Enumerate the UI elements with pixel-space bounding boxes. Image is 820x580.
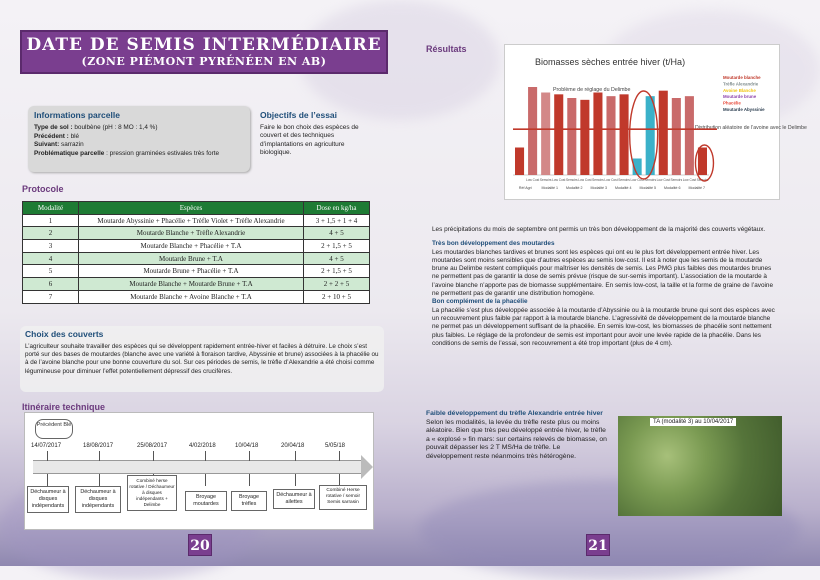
table-cell: Moutarde Blanche + Moutarde Brune + T.A bbox=[79, 278, 304, 291]
table-cell: Moutarde Brune + Phacélie + T.A bbox=[79, 265, 304, 278]
timeline-arrow bbox=[33, 460, 363, 474]
chart-bar bbox=[515, 148, 524, 176]
table-header: Espèces bbox=[79, 202, 304, 215]
objectifs-text: Faire le bon choix des espèces de couvert et des techniques d’implantations en agriculture biologique. bbox=[260, 124, 359, 157]
chart-group-label: Réf Agri bbox=[518, 186, 532, 190]
table-row bbox=[23, 240, 370, 253]
chart-annotation: Problème de réglage du Delimbe bbox=[553, 87, 631, 93]
table-cell: Moutarde Blanche + Phacélie + T.A bbox=[79, 240, 304, 253]
page-number: 21 bbox=[586, 534, 610, 556]
timeline-tick bbox=[153, 451, 154, 461]
resultats-heading: Résultats bbox=[426, 44, 467, 54]
table-cell: 6 bbox=[23, 278, 79, 291]
table-cell: 2 + 1,5 + 5 bbox=[304, 240, 370, 253]
chart-bar bbox=[580, 100, 589, 175]
chart-legend-entry: Avoine Blanche bbox=[723, 87, 756, 93]
timeline-tick bbox=[249, 451, 250, 461]
paragraph: Selon les modalités, la levée du trèfle reste plus ou moins aléatoire. Bien que très peu développé entrée hiver, le trèfle a « explosé » fin mars: sur certains relevés de biomasse, on pouvait dépasser les 2 T MS/Ha de trèfle. Le développement reste néanmoins très hétérogène. bbox=[426, 418, 607, 460]
choix-couverts-panel bbox=[20, 326, 384, 392]
chart-bar bbox=[698, 148, 707, 176]
info-type-sol: Type de sol : boulbène (pH : 8 MO : 1,4 %) bbox=[34, 124, 158, 131]
section-heading: Très bon développement des moutardes bbox=[432, 240, 555, 248]
chart-sublabel: Low Cost bbox=[525, 178, 540, 182]
page-number: 20 bbox=[188, 534, 212, 556]
chart-sublabel: Semoirs bbox=[670, 178, 683, 182]
step-box: Déchaumeur à ailettes bbox=[273, 489, 315, 509]
table-cell: 7 bbox=[23, 290, 79, 303]
title-line1: DATE DE SEMIS INTERMÉDIAIRE bbox=[26, 35, 382, 55]
biomasse-chart bbox=[504, 44, 807, 200]
chart-bar bbox=[567, 98, 576, 175]
paragraph: La phacélie s’est plus développée associée à la moutarde d’Abyssinie ou à la moutarde brune qui sont des espèces avec un recouvrement plus faible par rapport à la moutarde blanche. L’agressivité de développement de la moutarde blanche ne permet pas un développement suffisant de la phacélie. En semis low-cost, les biomasses de phacélie sont nettement plus faibles. Le réglage de la profondeur de semis est important pour avoir une levée rapide de la phacélie. Dans les conditions de semis de l’essai, son recouvrement a été trop important (plus de 4 cm). bbox=[432, 306, 775, 347]
chart-sublabel: Semoirs bbox=[618, 178, 630, 182]
step-box: Déchaumeur à disques indépendants bbox=[75, 486, 121, 513]
table-cell: Moutarde Blanche + Trèfle Alexandrie bbox=[79, 227, 304, 240]
objectifs-heading: Objectifs de l’essai bbox=[260, 110, 338, 120]
table-cell: 3 + 1,5 + 1 + 4 bbox=[304, 214, 370, 227]
chart-bar bbox=[646, 96, 655, 175]
table-header: Dose en kg/ha bbox=[304, 202, 370, 215]
itineraire-timeline bbox=[24, 412, 374, 530]
chart-bar bbox=[685, 96, 694, 175]
photo-caption: TA (modalité 3) au 10/04/2017 bbox=[650, 418, 736, 426]
chart-legend-entry: Moutarde Abyssinie bbox=[723, 107, 765, 112]
table-header-row bbox=[23, 202, 370, 215]
info-heading: Informations parcelle bbox=[34, 110, 120, 120]
timeline-date: 20/04/18 bbox=[281, 443, 305, 449]
table-cell: 2 + 1,5 + 5 bbox=[304, 265, 370, 278]
timeline-connector bbox=[47, 474, 48, 486]
section-heading: Bon complément de la phacélie bbox=[432, 298, 528, 306]
page-title bbox=[20, 30, 388, 74]
chart-legend-entry: Moutarde blanche bbox=[723, 75, 761, 80]
chart-sublabel: Semoirs bbox=[592, 178, 604, 182]
left-page bbox=[0, 0, 400, 566]
table-cell: Moutarde Blanche + Avoine Blanche + T.A bbox=[79, 290, 304, 303]
chart-sublabel: Low Cost bbox=[552, 178, 566, 182]
field-photo bbox=[618, 416, 782, 516]
table-cell: Moutarde Brune + T.A bbox=[79, 252, 304, 265]
info-suivant: Suivant: sarrazin bbox=[34, 141, 84, 148]
chart-bar bbox=[541, 93, 550, 176]
timeline-arrowhead bbox=[361, 455, 373, 479]
paragraph: Les moutardes blanches tardives et brunes sont les espèces qui ont eu le plus fort développement entrée hiver. Les moutardes sont moins sensibles que d’autres espèces au semis low-cost. Il est à noter que les semis de la moutarde brune au Delimbe restent compliqués pour maîtriser les densités de semis. Les PMG plus faibles des moutardes brunes ne permettent pas de garantir la dose de semis prévue (risque de sur-semis important). L’association de la moutarde à l’avoine blanche n’apporte pas de biomasse supplémentaire. En semis low-cost, la taille et la forme de graine de l’avoine ne permettent pas de garantir une distribution homogène. bbox=[432, 248, 774, 298]
table-cell: 2 bbox=[23, 227, 79, 240]
chart-group-label: Modalité 4 bbox=[614, 186, 632, 190]
choix-heading: Choix des couverts bbox=[25, 329, 104, 339]
chart-bar bbox=[528, 87, 537, 175]
intro-paragraph: Les précipitations du mois de septembre ont permis un très bon développement de la majorité des couverts végétaux. bbox=[432, 226, 766, 233]
protocole-heading: Protocole bbox=[22, 184, 64, 194]
table-cell: 4 bbox=[23, 252, 79, 265]
step-box: Broyage moutardes bbox=[185, 491, 227, 511]
chart-bar bbox=[593, 93, 602, 176]
chart-legend-entry: Phacélie bbox=[723, 100, 741, 106]
table-cell: 4 + 5 bbox=[304, 227, 370, 240]
info-probleme: Problématique parcelle : pression graminées estivales très forte bbox=[34, 149, 220, 157]
info-parcelle-panel bbox=[28, 106, 250, 172]
timeline-tick bbox=[99, 451, 100, 461]
chart-sublabel: Low Cost bbox=[656, 178, 670, 182]
timeline-date: 10/04/18 bbox=[235, 443, 259, 449]
chart-bar bbox=[672, 98, 681, 175]
step-box: Combiné herse rotative / Déchaumeur à disques indépendants + Delimbe bbox=[127, 475, 177, 511]
results-text bbox=[432, 226, 778, 348]
table-cell: 1 bbox=[23, 214, 79, 227]
chart-sublabel: Semoirs bbox=[539, 178, 552, 182]
table-row bbox=[23, 278, 370, 291]
table-row bbox=[23, 252, 370, 265]
chart-bar bbox=[659, 91, 668, 175]
chart-sublabel: Low Cost bbox=[682, 178, 697, 182]
chart-bar bbox=[554, 94, 563, 175]
precedent-badge: Précédent Blé bbox=[35, 419, 73, 439]
table-cell: 2 + 2 + 5 bbox=[304, 278, 370, 291]
chart-group-label: Modalité 3 bbox=[590, 186, 608, 190]
choix-text: L’agriculteur souhaite travailler des espèces qui se développent rapidement entrée-hiver et faciles à détruire. Le choix s’est porté sur des bases de moutardes (blanche avec une variété à floraison tardive, Abyssinie et brune) associées à la phacélie ou à de l’avoine blanche pour une bonne couverture du sol. Sur ces périodes de semis, le trèfle d’Alexandrie a été choisi comme légumineuse pour diminuer l’effet potentiellement dépressif des crucifères. bbox=[25, 343, 379, 375]
table-row bbox=[23, 290, 370, 303]
table-row bbox=[23, 214, 370, 227]
timeline-date: 4/02/2018 bbox=[189, 443, 216, 449]
timeline-tick bbox=[205, 451, 206, 461]
protocole-table bbox=[22, 201, 370, 304]
chart-bar bbox=[620, 94, 629, 175]
right-page bbox=[400, 0, 807, 566]
timeline-connector bbox=[205, 474, 206, 486]
chart-legend-entry: Moutarde brune bbox=[723, 94, 757, 100]
trefle-section bbox=[426, 410, 608, 462]
table-cell: 3 bbox=[23, 240, 79, 253]
chart-group-label: Modalité 7 bbox=[688, 186, 706, 190]
timeline-date: 18/08/2017 bbox=[83, 443, 114, 449]
chart-sublabel: Low Cost bbox=[604, 178, 618, 182]
table-row bbox=[23, 265, 370, 278]
chart-bars bbox=[513, 87, 717, 190]
chart-svg bbox=[505, 45, 807, 201]
chart-sublabel: Semoirs bbox=[565, 178, 578, 182]
objectifs-panel bbox=[256, 106, 380, 172]
title-line2: (ZONE PIÉMONT PYRÉNÉEN EN AB) bbox=[81, 55, 327, 68]
timeline-date: 5/05/18 bbox=[325, 443, 346, 449]
chart-legend-entry: Trèfle Alexandrie bbox=[723, 81, 759, 87]
chart-legend bbox=[723, 75, 765, 112]
step-box: Broyage trèfles bbox=[231, 491, 267, 511]
table-row bbox=[23, 227, 370, 240]
itineraire-heading: Itinéraire technique bbox=[22, 402, 106, 412]
chart-annotation: Distribution aléatoire de l’avoine avec le Delimbe bbox=[695, 125, 807, 131]
timeline-tick bbox=[47, 451, 48, 461]
table-cell: Moutarde Abyssinie + Phacélie + Trèfle Violet + Trèfle Alexandrie bbox=[79, 214, 304, 227]
timeline-tick bbox=[339, 451, 340, 461]
chart-sublabel: Low Cost bbox=[578, 178, 592, 182]
step-box: Combiné Herse rotative / semoir Semis sarrasin bbox=[319, 485, 367, 510]
chart-sublabel: Semoirs bbox=[696, 178, 709, 182]
timeline-date: 14/07/2017 bbox=[31, 443, 62, 449]
chart-sublabel: Low Cost bbox=[630, 178, 644, 182]
timeline-connector bbox=[295, 474, 296, 486]
info-precedent: Précédent : blé bbox=[34, 132, 80, 140]
chart-sublabel: Semoirs bbox=[644, 178, 657, 182]
chart-group-label: Modalité 6 bbox=[663, 186, 681, 190]
chart-group-label: Modalité 1 bbox=[541, 186, 559, 190]
timeline-tick bbox=[295, 451, 296, 461]
chart-group-label: Modalité 2 bbox=[565, 186, 583, 190]
section-heading: Faible développement du trèfle Alexandrie entrée hiver bbox=[426, 410, 603, 417]
table-header: Modalité bbox=[23, 202, 79, 215]
chart-group-label: Modalité 5 bbox=[639, 186, 657, 190]
timeline-connector bbox=[249, 474, 250, 486]
chart-title: Biomasses sèches entrée hiver (t/Ha) bbox=[535, 57, 686, 67]
timeline-date: 25/08/2017 bbox=[137, 443, 168, 449]
step-box: Déchaumeur à disques indépendants bbox=[27, 486, 69, 513]
table-cell: 2 + 10 + 5 bbox=[304, 290, 370, 303]
table-cell: 5 bbox=[23, 265, 79, 278]
table-cell: 4 + 5 bbox=[304, 252, 370, 265]
chart-bar bbox=[606, 96, 615, 175]
timeline-connector bbox=[99, 474, 100, 486]
